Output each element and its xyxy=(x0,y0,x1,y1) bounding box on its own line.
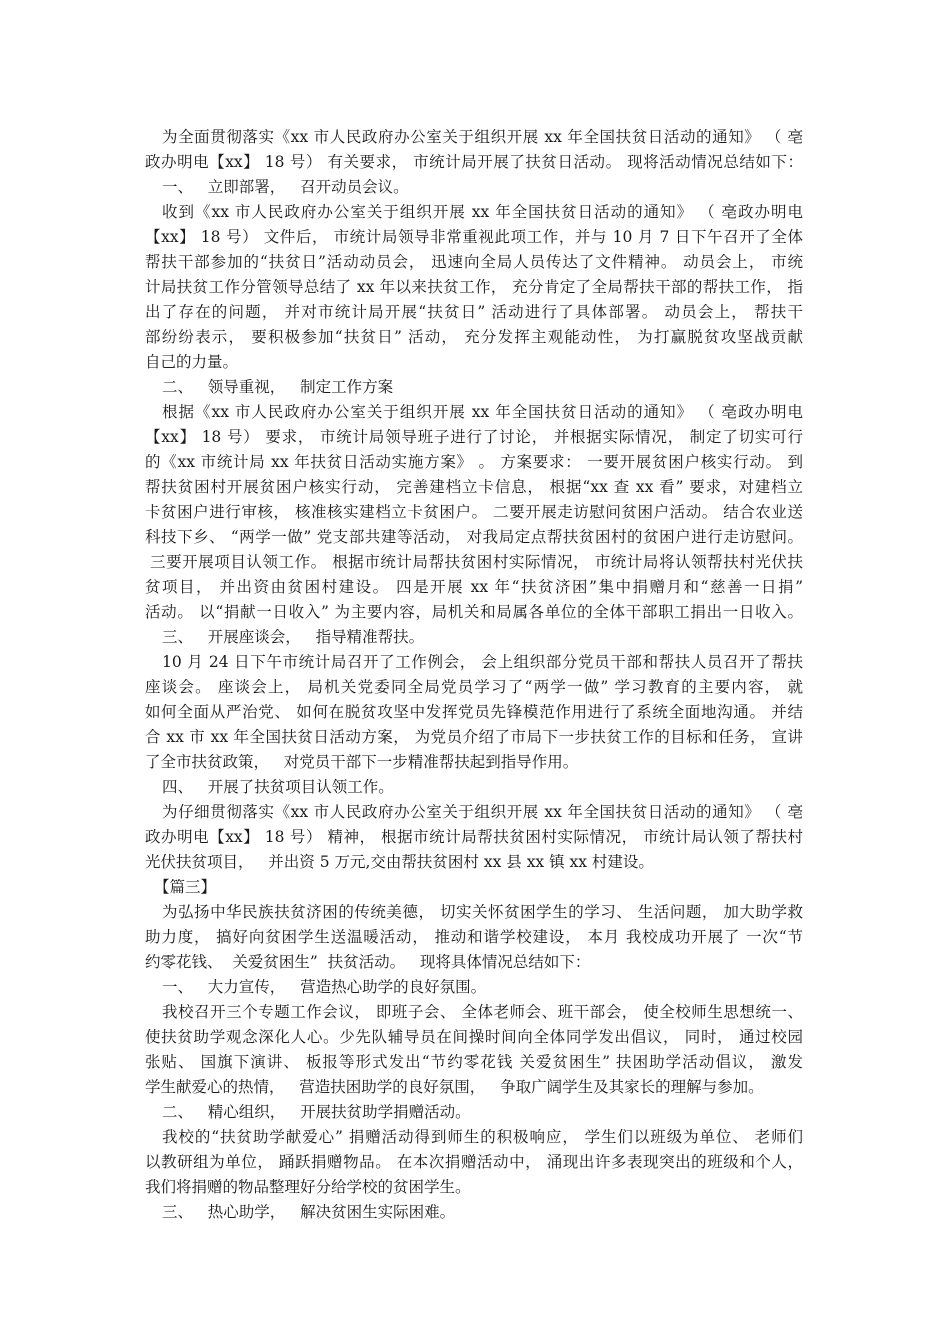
section-heading: 一、 大力宣传， 营造热心助学的良好氛围。 xyxy=(162,978,487,996)
paragraph-line: 卡贫困户进行审核， 核准核实建档立卡贫困户。 二要开展走访慰问贫困户活动。 结合农业送 xyxy=(145,503,803,521)
paragraph-line: 助力度， 搞好向贫困学生送温暖活动， 推动和谐学校建设， 本月 我校成功开展了 一次“节 xyxy=(145,928,803,946)
paragraph-line: 出了存在的问题， 并对市统计局开展“扶贫日” 活动进行了具体部署。 动员会上， 帮扶干 xyxy=(145,303,803,321)
paragraph-line: 如何全面从严治党、 如何在脱贫攻坚中发挥党员先锋模范作用进行了系统全面地沟通。 并结 xyxy=(145,703,803,721)
paragraph-line: 的《xx 市统计局 xx 年扶贫日活动实施方案》 。 方案要求： 一要开展贫困户核实行动。 到 xyxy=(145,453,803,471)
paragraph-line: 以教研组为单位， 踊跃捐赠物品。 在本次捐赠活动中， 涌现出许多表现突出的班级和个人， xyxy=(145,1153,803,1171)
section-heading: 二、 领导重视， 制定工作方案 xyxy=(162,378,394,396)
paragraph-line: 光伏扶贫项目， 并出资 5 万元,交由帮扶贫困村 xx 县 xx 镇 xx 村建设。 xyxy=(145,853,654,871)
paragraph-line: 计局扶贫工作分管领导总结了 xx 年以来扶贫工作， 充分肯定了全局帮扶干部的帮扶工作， 指 xyxy=(145,278,803,296)
paragraph-line: 根据《xx 市人民政府办公室关于组织开展 xx 年全国扶贫日活动的通知》 （ 亳政办明电 xyxy=(162,403,803,421)
document-page xyxy=(145,125,803,1225)
section-heading: 四、 开展了扶贫项目认领工作。 xyxy=(162,778,394,796)
paragraph-line: 政办明电【xx】 18 号） 精神， 根据市统计局帮扶贫困村实际情况， 市统计局认领了帮扶村 xyxy=(145,828,803,846)
paragraph-line: 部纷纷表示， 要积极参加“扶贫日” 活动， 充分发挥主观能动性， 为打赢脱贫攻坚战贡献 xyxy=(145,328,803,346)
paragraph-line: 了全市扶贫政策， 对党员干部下一步精准帮扶起到指导作用。 xyxy=(145,753,579,771)
paragraph-line: 约零花钱、 关爱贫困生” 扶贫活动。 现将具体情况总结如下： xyxy=(145,953,591,971)
paragraph-line: 我们将捐赠的物品整理好分给学校的贫困学生。 xyxy=(145,1178,471,1196)
paragraph-line: 我校召开三个专题工作会议， 即班子会、 全体老师会、班干部会， 使全校师生思想统一、 xyxy=(162,1003,803,1021)
paragraph-line: 合 xx 市 xx 年全国扶贫日活动方案， 为党员介绍了市局下一步扶贫工作的目标和任务， 宣讲 xyxy=(145,728,803,746)
paragraph-line: 帮扶贫困村开展贫困户核实行动， 完善建档立卡信息， 根据“xx 查 xx 看” 要求，对建档立 xyxy=(145,478,803,496)
paragraph-line: 【xx】 18 号） 要求， 市统计局领导班子进行了讨论， 并根据实际情况， 制定了切实可行 xyxy=(145,428,803,446)
paragraph-line: 贫项目， 并出资由贫困村建设。 四是开展 xx 年“扶贫济困”集中捐赠月和“慈善一日捐” xyxy=(145,578,803,596)
section-heading: 三、 开展座谈会， 指导精准帮扶。 xyxy=(162,628,425,646)
paragraph-line: 为全面贯彻落实《xx 市人民政府办公室关于组织开展 xx 年全国扶贫日活动的通知》 （ 亳 xyxy=(162,128,803,146)
paragraph-line: 自己的力量。 xyxy=(145,353,239,371)
paragraph-line: 政办明电【xx】 18 号） 有关要求， 市统计局开展了扶贫日活动。 现将活动情况总结如下： xyxy=(145,153,803,171)
paragraph-line: 科技下乡、 “两学一做” 党支部共建等活动， 对我局定点帮扶贫困村的贫困户进行走访慰问。 xyxy=(145,528,803,546)
paragraph-line: 使扶贫助学观念深化人心。少先队辅导员在间操时间向全体同学发出倡议， 同时， 通过校园 xyxy=(145,1028,803,1046)
paragraph-line: 收到《xx 市人民政府办公室关于组织开展 xx 年全国扶贫日活动的通知》 （ 亳政办明电 xyxy=(162,203,803,221)
paragraph-line: 帮扶干部参加的“扶贫日”活动动员会， 迅速向全局人员传达了文件精神。 动员会上， 市统 xyxy=(145,253,803,271)
section-heading: 三、 热心助学， 解决贫困生实际困难。 xyxy=(162,1203,456,1221)
paragraph-line: 【xx】 18 号） 文件后， 市统计局领导非常重视此项工作，并与 10 月 7 日下午召开了全体 xyxy=(145,228,803,246)
section-heading: 一、 立即部署， 召开动员会议。 xyxy=(162,178,409,196)
paragraph-line: 三要开展项目认领工作。 根据市统计局帮扶贫困村实际情况， 市统计局将认领帮扶村光伏扶 xyxy=(150,553,803,571)
paragraph-line: 为弘扬中华民族扶贫济困的传统美德， 切实关怀贫困学生的学习、 生活问题， 加大助学救 xyxy=(162,903,803,921)
paragraph-line: 学生献爱心的热情， 营造扶困助学的良好氛围， 争取广阔学生及其家长的理解与参加。 xyxy=(145,1078,764,1096)
paragraph-line: 为仔细贯彻落实《xx 市人民政府办公室关于组织开展 xx 年全国扶贫日活动的通知》 （ 亳 xyxy=(162,803,803,821)
paragraph-line: 张贴、 国旗下演讲、 板报等形式发出“节约零花钱 关爱贫困生” 扶困助学活动倡议， 激发 xyxy=(145,1053,803,1071)
paragraph-line: 活动。 以“捐献一日收入” 为主要内容，局机关和局属各单位的全体干部职工捐出一日收入。 xyxy=(145,603,803,621)
paragraph-line: 10 月 24 日下午市统计局召开了工作例会， 会上组织部分党员干部和帮扶人员召开了帮扶 xyxy=(162,653,803,671)
paragraph-line: 座谈会。 座谈会上， 局机关党委同全局党员学习了“两学一做” 学习教育的主要内容， 就 xyxy=(145,678,803,696)
paragraph-line: 我校的“扶贫助学献爱心” 捐赠活动得到师生的积极响应， 学生们以班级为单位、 老师们 xyxy=(162,1128,803,1146)
part-title: 【篇三】 xyxy=(154,878,217,896)
section-heading: 二、 精心组织， 开展扶贫助学捐赠活动。 xyxy=(162,1103,471,1121)
